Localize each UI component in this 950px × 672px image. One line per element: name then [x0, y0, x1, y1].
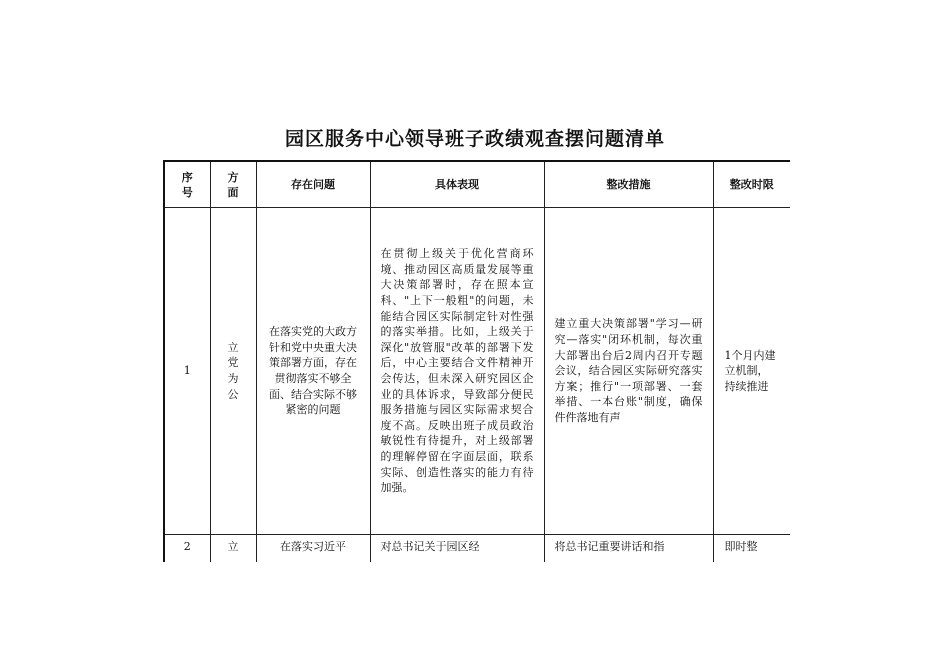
row-no: 1 — [164, 208, 210, 535]
header-aspect: 方面 — [210, 161, 256, 208]
header-problem: 存在问题 — [256, 161, 370, 208]
table-row — [164, 535, 790, 563]
header-no: 序号 — [164, 161, 210, 208]
table-header-row — [164, 161, 790, 208]
header-measure: 整改措施 — [544, 161, 713, 208]
row-detail: 对总书记关于园区经 — [370, 535, 544, 563]
row-problem: 在落实习近平 — [256, 535, 370, 563]
header-deadline: 整改时限 — [713, 161, 790, 208]
problem-table — [163, 160, 790, 562]
row-deadline: 1个月内建立机制，持续推进 — [713, 208, 790, 535]
header-detail: 具体表现 — [370, 161, 544, 208]
row-aspect: 立党为公 — [210, 208, 256, 535]
row-measure: 将总书记重要讲话和指 — [544, 535, 713, 563]
document-title: 园区服务中心领导班子政绩观查摆问题清单 — [284, 128, 665, 150]
row-problem: 在落实党的大政方针和党中央重大决策部署方面，存在贯彻落实不够全面、结合实际不够紧密的问题 — [256, 208, 370, 535]
row-no: 2 — [164, 535, 210, 563]
row-measure: 建立重大决策部署"学习—研究—落实"闭环机制，每次重大部署出台后2周内召开专题会议，结合园区实际研究落实方案；推行"一项部署、一套举措、一本台账"制度，确保件件落地有声 — [544, 208, 713, 535]
row-aspect: 立 — [210, 535, 256, 563]
table-row — [164, 208, 790, 535]
row-deadline: 即时整 — [713, 535, 790, 563]
row-detail: 在贯彻上级关于优化营商环境、推动园区高质量发展等重大决策部署时，存在照本宣科、"上下一般粗"的问题，未能结合园区实际制定针对性强的落实举措。比如，上级关于深化"放管服"改革的部署下发后，中心主要结合文件精神开会传达，但未深入研究园区企业的具体诉求，导致部分便民服务措施与园区实际需求契合度不高。反映出班子成员政治敏锐性有待提升，对上级部署的理解停留在字面层面，联系实际、创造性落实的能力有待加强。 — [370, 208, 544, 535]
problem-table-wrapper — [163, 160, 790, 562]
